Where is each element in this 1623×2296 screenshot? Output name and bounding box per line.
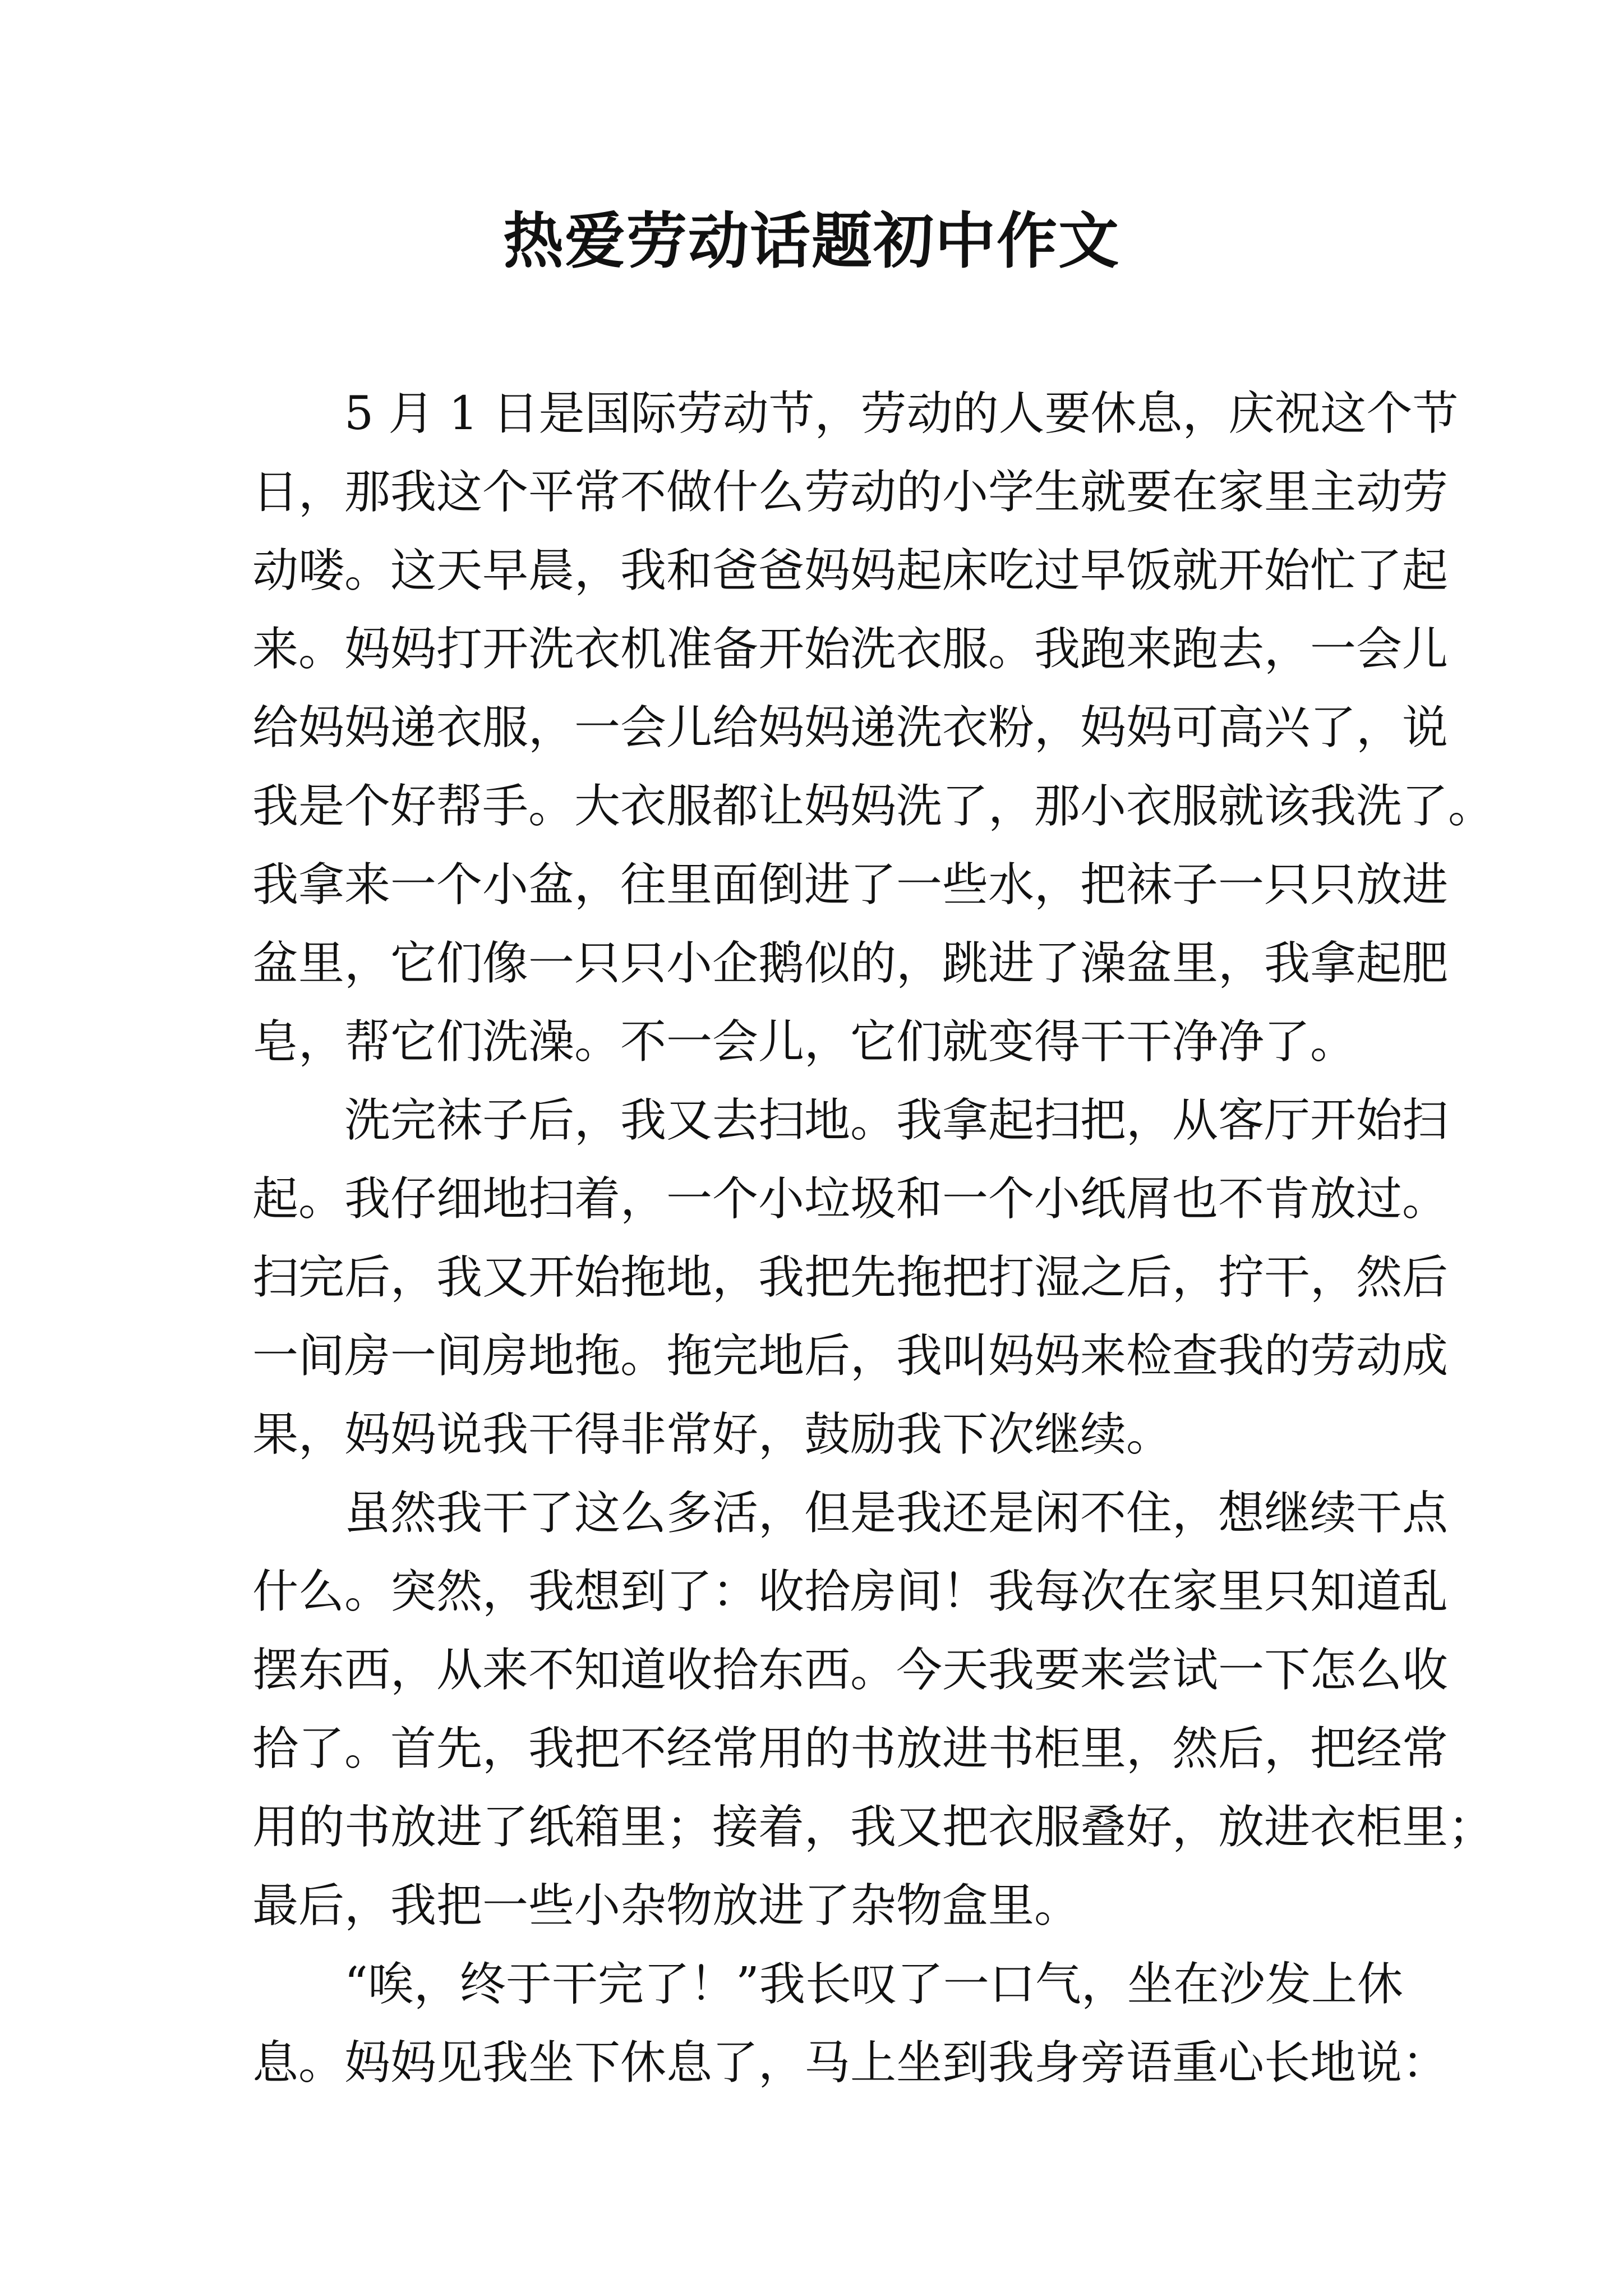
text-line: 拾了。首先，我把不经常用的书放进书柜里，然后，把经常 <box>252 1722 1449 1775</box>
text-line: 给妈妈递衣服，一会儿给妈妈递洗衣粉，妈妈可高兴了，说 <box>252 701 1449 754</box>
text-line: 果，妈妈说我干得非常好，鼓励我下次继续。 <box>252 1408 1173 1461</box>
text-line: 什么。突然，我想到了：收拾房间！我每次在家里只知道乱 <box>252 1565 1449 1618</box>
text-line: 我是个好帮手。大衣服都让妈妈洗了，那小衣服就该我洗了。 <box>252 780 1495 833</box>
text-line: 5 月 1 日是国际劳动节，劳动的人要休息，庆祝这个节 <box>344 387 1459 440</box>
text-line: 皂，帮它们洗澡。不一会儿，它们就变得干干净净了。 <box>252 1015 1357 1069</box>
text-line: 息。妈妈见我坐下休息了，马上坐到我身旁语重心长地说： <box>252 2036 1449 2090</box>
text-line: 洗完袜子后，我又去扫地。我拿起扫把，从客厅开始扫 <box>344 1094 1449 1147</box>
text-line: 起。我仔细地扫着，一个小垃圾和一个小纸屑也不肯放过。 <box>252 1172 1449 1226</box>
text-line: 来。妈妈打开洗衣机准备开始洗衣服。我跑来跑去，一会儿 <box>252 623 1449 676</box>
text-line: 虽然我干了这么多活，但是我还是闲不住，想继续干点 <box>344 1487 1449 1540</box>
text-line: “唉，终于干完了！”我长叹了一口气，坐在沙发上休 <box>344 1958 1403 2011</box>
document-title: 热爱劳动话题初中作文 <box>502 206 1120 277</box>
text-line: 摆东西，从来不知道收拾东西。今天我要来尝试一下怎么收 <box>252 1644 1449 1697</box>
text-line: 扫完后，我又开始拖地，我把先拖把打湿之后，拧干，然后 <box>252 1251 1449 1304</box>
text-line: 最后，我把一些小杂物放进了杂物盒里。 <box>252 1879 1081 1932</box>
text-line: 动喽。这天早晨，我和爸爸妈妈起床吃过早饭就开始忙了起 <box>252 544 1449 597</box>
text-line: 用的书放进了纸箱里；接着，我又把衣服叠好，放进衣柜里； <box>252 1801 1495 1854</box>
text-line: 日，那我这个平常不做什么劳动的小学生就要在家里主动劳 <box>252 466 1449 519</box>
text-line: 我拿来一个小盆，往里面倒进了一些水，把袜子一只只放进 <box>252 858 1449 912</box>
essay-body <box>252 375 1495 2102</box>
text-line: 盆里，它们像一只只小企鹅似的，跳进了澡盆里，我拿起肥 <box>252 937 1449 990</box>
text-line: 一间房一间房地拖。拖完地后，我叫妈妈来检查我的劳动成 <box>252 1329 1449 1383</box>
